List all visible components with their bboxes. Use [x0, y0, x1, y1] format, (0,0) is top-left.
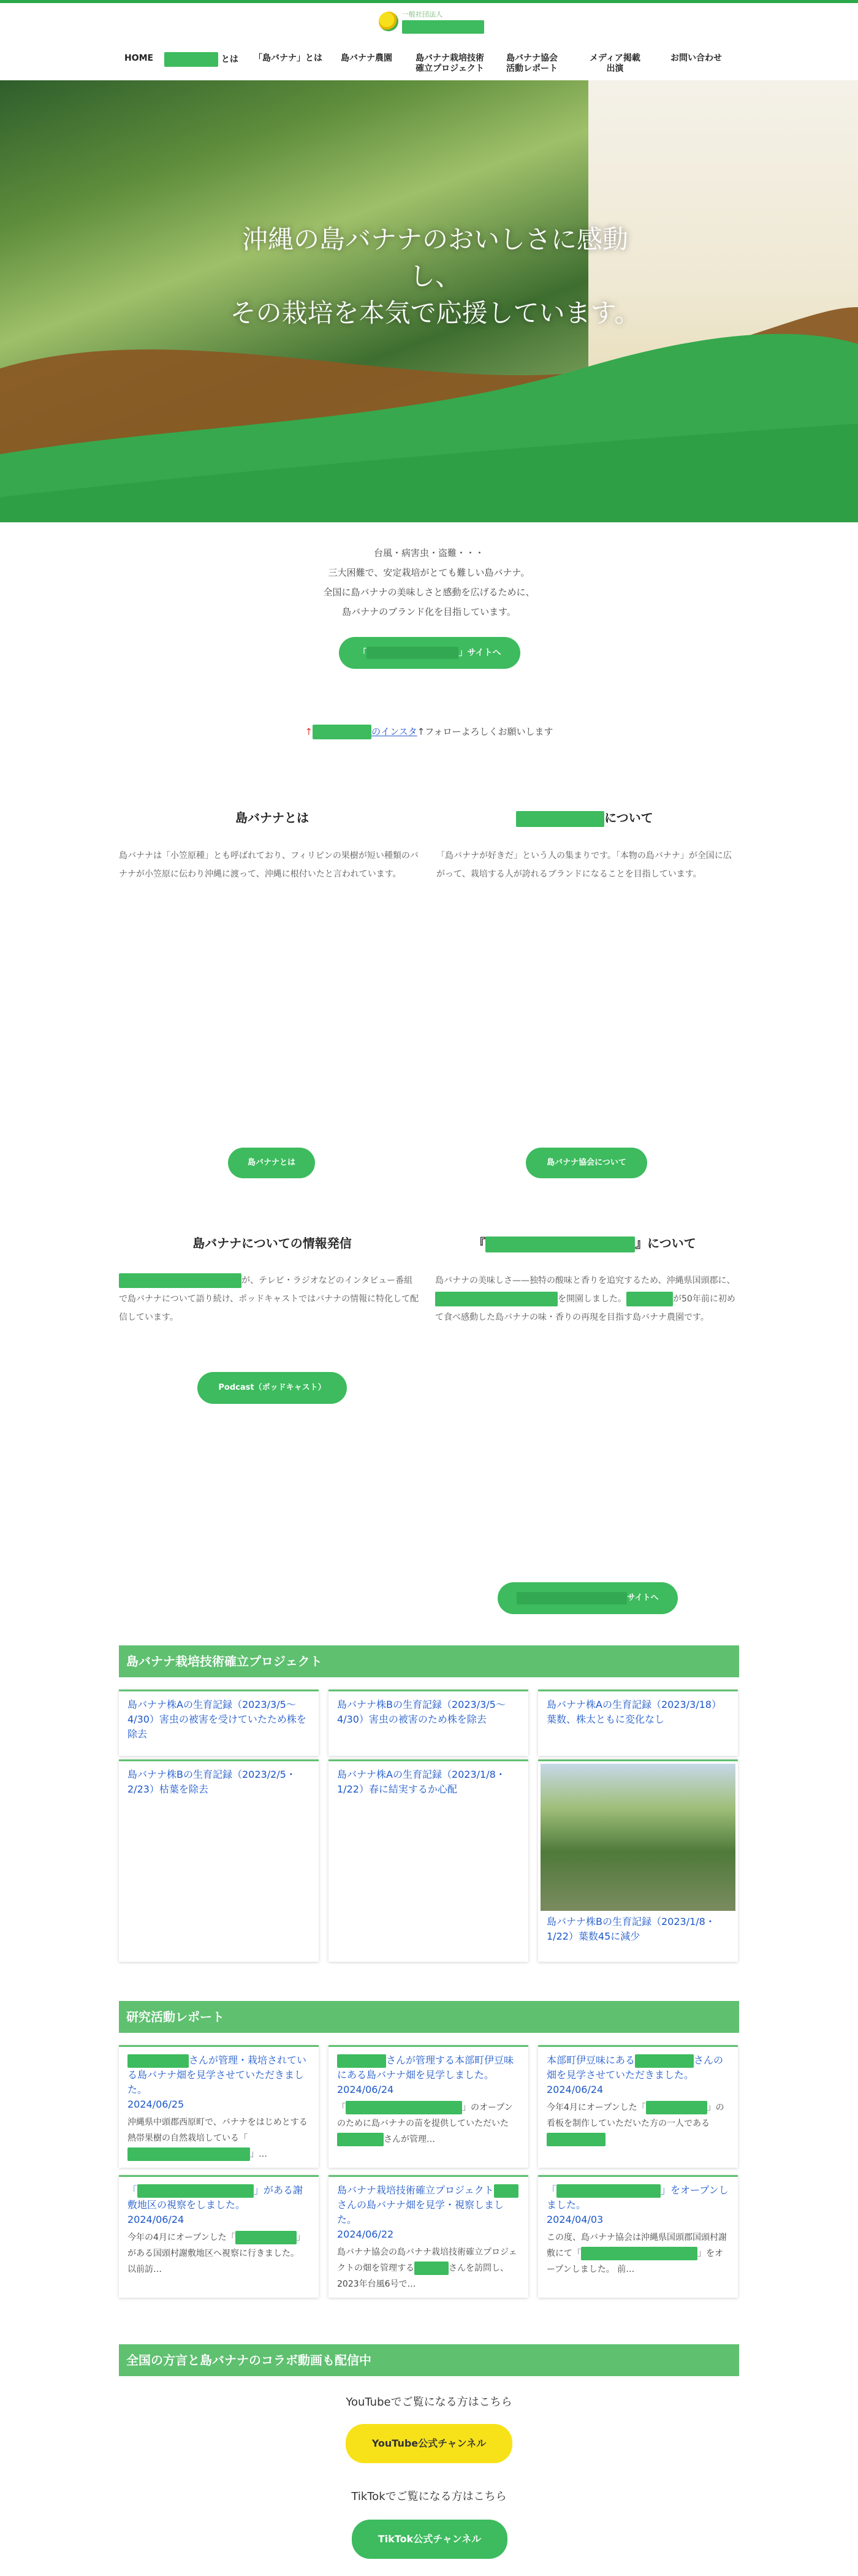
farm-name-redacted [137, 2184, 254, 2198]
nav-org-redacted [164, 52, 218, 67]
title-bracket-close: 』について [635, 1236, 696, 1251]
report-card-title[interactable] [337, 2183, 520, 2227]
farm-text-a: 島バナナの美味しさ——独特の酸味と香りを追究するため、沖縄県国頭郡に、 [435, 1276, 735, 1286]
farm-text [435, 1271, 739, 1327]
report-card[interactable] [328, 2045, 528, 2168]
project-card-title[interactable]: 島バナナ株Aの生育記録（2023/3/18）葉数、株太ともに変化なし [547, 1699, 721, 1725]
youtube-prompt: YouTubeでご覧になる方はこちら [346, 2396, 512, 2409]
title-bracket-open: 『 [473, 1236, 486, 1251]
report-title-text: さんが管理・栽培されている島バナナ畑を見学させていただきました。 [127, 2054, 307, 2095]
site-header [0, 3, 858, 82]
report-date: 2024/06/24 [337, 2084, 394, 2095]
report-card-title[interactable] [127, 2053, 310, 2097]
about-org-button[interactable]: 島バナナ協会について [526, 1148, 647, 1178]
farm-site-button[interactable] [498, 1582, 678, 1614]
insta-account-redacted [313, 725, 371, 739]
person-name-redacted [635, 2054, 694, 2068]
report-title-text: さんの畑を見学させていただきました。 [547, 2054, 724, 2081]
about-banana-button[interactable]: 島バナナとは [228, 1148, 315, 1178]
project-card-title[interactable]: 島バナナ株Bの生育記録（2023/1/8・1/22）葉数45に減少 [547, 1916, 715, 1942]
project-card[interactable] [119, 1759, 319, 1962]
project-section-heading: 島バナナ栽培技術確立プロジェクト [119, 1645, 739, 1677]
nav-about-org[interactable]: とは [164, 52, 238, 67]
site-logo[interactable] [379, 9, 484, 34]
report-title-text: 「 [127, 2184, 138, 2196]
report-title-text: 本部町伊豆味にある [547, 2054, 636, 2066]
nav-project[interactable]: 島バナナ栽培技術 確立プロジェクト [416, 53, 484, 74]
about-org-title-text: について [604, 810, 653, 825]
farm-site-button-label: サイトへ [627, 1593, 659, 1602]
nav-media[interactable]: メディア掲載 出演 [590, 53, 640, 74]
site-link-button[interactable] [339, 637, 520, 669]
report-card-title[interactable] [337, 2053, 520, 2083]
farm-name-redacted [646, 2101, 707, 2114]
intro-text [0, 543, 858, 622]
tiktok-channel-button[interactable]: TikTok公式チャンネル [352, 2520, 507, 2559]
site-name-redacted [366, 647, 458, 659]
project-card[interactable] [328, 1690, 528, 1756]
youtube-channel-button[interactable]: YouTube公式チャンネル [346, 2424, 512, 2463]
banana-logo-icon [379, 12, 398, 31]
farm-text-c: が50年前に初めて食べ感動した島バナナの味・香りの再現を目指す島バナナ農園です。 [435, 1294, 735, 1322]
report-card-title[interactable] [127, 2183, 310, 2212]
report-excerpt [547, 2100, 729, 2147]
project-card[interactable] [538, 1690, 738, 1756]
excerpt-text: この度、島バナナ協会は沖縄県国頭郡国頭村謝敷にて「 [547, 2233, 727, 2258]
excerpt-text: 今年4月にオープンした「 [547, 2103, 646, 2113]
farm-name-redacted [517, 1592, 627, 1604]
excerpt-text: 「 [337, 2103, 346, 2113]
excerpt-text: 」のオープンのために島バナナの苗を提供していただいた [337, 2103, 513, 2128]
person-name-redacted [337, 2133, 384, 2146]
project-card-title[interactable]: 島バナナ株Bの生育記録（2023/3/5〜4/30）害虫の被害のため株を除去 [337, 1699, 506, 1725]
nav-report[interactable]: 島バナナ協会 活動レポート [506, 53, 558, 74]
follow-text: ↑フォローよろしくお願いします [417, 726, 553, 737]
nav-contact[interactable]: お問い合わせ [670, 53, 722, 63]
hero-tagline [221, 221, 650, 332]
report-excerpt [337, 2244, 520, 2292]
project-card[interactable] [328, 1759, 528, 1962]
research-section-heading: 研究活動レポート [119, 2001, 739, 2033]
info-text-body: が、テレビ・ラジオなどのインタビュー番組で島バナナについて語り続け、ポッドキャストではバナナの情報に特化して配信しています。 [119, 1276, 419, 1322]
farm-name-redacted [435, 1292, 558, 1306]
nav-shima-banana[interactable]: 「島バナナ」とは [254, 53, 322, 63]
report-date: 2024/06/24 [127, 2214, 184, 2225]
report-date: 2024/04/03 [547, 2214, 604, 2225]
report-card[interactable] [119, 2045, 319, 2168]
excerpt-text: 沖縄県中頭郡西原町で、バナナをはじめとする熱帯果樹の自然栽培している「 [127, 2117, 308, 2143]
report-title-text: さんが管理する本部町伊豆味にある島バナナ畑を見学しました。 [337, 2054, 514, 2081]
farm-name-redacted [556, 2184, 661, 2198]
site-button-prefix: 「 [358, 648, 367, 658]
banana-plant-thumbnail[interactable] [541, 1764, 735, 1911]
farm-text-b: を開園しました。 [558, 1294, 626, 1304]
org-name-redacted [402, 20, 484, 34]
report-title-text: さんの島バナナ畑を見学・視察しました。 [337, 2199, 504, 2225]
report-excerpt [547, 2230, 729, 2277]
podcast-button[interactable]: Podcast（ポッドキャスト） [197, 1372, 347, 1404]
report-title-text: 」をオープンしました。 [547, 2184, 729, 2211]
collab-section-heading: 全国の方言と島バナナのコラボ動画も配信中 [119, 2344, 739, 2376]
person-name-redacted [127, 2054, 189, 2068]
nav-farm[interactable]: 島バナナ農園 [341, 53, 392, 63]
report-card-title[interactable] [547, 2183, 729, 2212]
info-title: 島バナナについての情報発信 [192, 1236, 352, 1251]
excerpt-text: さんが管理… [384, 2135, 435, 2144]
farm-name-redacted [235, 2231, 297, 2244]
farm-name-redacted [581, 2247, 697, 2260]
excerpt-text: 島バナナ協会の島バナナ栽培技術確立プロジェクトの畑を管理する [337, 2247, 517, 2273]
nav-home[interactable]: HOME [124, 53, 154, 63]
intro-line: 台風・病害虫・盗難・・・ [373, 547, 484, 558]
hero-banner [0, 80, 858, 522]
about-org-title [431, 808, 738, 827]
report-date: 2024/06/24 [547, 2084, 604, 2095]
about-org-text: 「島バナナが好きだ」という人の集まりです。「本物の島バナナ」が全国に広がって、栽培する人が誇れるブランドになることを目指しています。 [436, 851, 732, 879]
report-date: 2024/06/22 [337, 2228, 394, 2240]
person-name-redacted [626, 1292, 673, 1306]
org-prefix: 一般社団法人 [402, 10, 442, 18]
farm-about-title [431, 1233, 738, 1252]
instagram-follow [0, 725, 858, 739]
report-excerpt [127, 2114, 310, 2162]
report-card-title[interactable] [547, 2053, 729, 2083]
project-card[interactable] [119, 1690, 319, 1756]
project-card-title[interactable]: 島バナナ株Aの生育記録（2023/1/8・1/22）春に結実するか心配 [337, 1769, 506, 1795]
farm-name-redacted [346, 2101, 462, 2114]
intro-line: 島バナナのブランド化を目指しています。 [342, 606, 516, 617]
report-title-text: 「 [547, 2184, 557, 2196]
report-excerpt [127, 2230, 310, 2277]
report-date: 2024/06/25 [127, 2098, 184, 2110]
report-card[interactable] [119, 2175, 319, 2298]
report-card[interactable] [538, 2175, 738, 2298]
hero-line-1: 沖縄の島バナナのおいしさに感動し、 [241, 224, 628, 291]
project-card-title[interactable]: 島バナナ株Aの生育記録（2023/3/5〜4/30）害虫の被害を受けていたため株を除去 [127, 1699, 306, 1740]
person-name-redacted [414, 2262, 449, 2275]
report-card[interactable] [538, 2045, 738, 2168]
tiktok-prompt: TikTokでご覧になる方はこちら [351, 2490, 507, 2503]
instagram-link[interactable]: のインスタ [371, 726, 417, 737]
about-banana-text: 島バナナは「小笠原種」とも呼ばれており、フィリピンの果樹が短い種類のバナナが小笠原に伝わり沖縄に渡って、沖縄に根付いたと言われています。 [119, 851, 419, 879]
intro-line: 三大困難で、安定栽培がとても難しい島バナナ。 [328, 567, 530, 578]
excerpt-text: 」がある国頭村謝敷地区へ視察に行きました。 以前訪… [127, 2233, 305, 2274]
about-banana-title: 島バナナとは [235, 810, 309, 825]
person-name-redacted [547, 2133, 606, 2146]
report-title-text: 」がある謝敷地区の視察をしました。 [127, 2184, 303, 2211]
person-name-redacted [337, 2054, 386, 2068]
info-text [119, 1271, 419, 1327]
excerpt-text: 」をオープンしました。 前… [547, 2249, 723, 2274]
project-card-title[interactable]: 島バナナ株Bの生育記録（2023/2/5・2/23）枯葉を除去 [127, 1769, 296, 1795]
site-button-label: 」サイトへ [458, 648, 501, 658]
report-excerpt [337, 2100, 520, 2147]
report-card[interactable] [328, 2175, 528, 2298]
intro-line: 全国に島バナナの美味しさと感動を広げるために、 [323, 587, 535, 598]
farm-name-redacted [127, 2147, 250, 2161]
excerpt-text: 今年の4月にオープンした「 [127, 2233, 235, 2243]
org-name-redacted [516, 811, 604, 827]
project-card[interactable] [538, 1759, 738, 1962]
excerpt-text: さんを訪問し、2023年台風6号で… [337, 2263, 509, 2289]
excerpt-tail: 」… [250, 2149, 267, 2159]
report-title-text: 島バナナ栽培技術確立プロジェクト [337, 2184, 494, 2196]
excerpt-text: 」の看板を制作していただいた方の一人である [547, 2103, 724, 2128]
person-name-redacted [494, 2184, 518, 2198]
hero-line-2: その栽培を本気で応援しています。 [230, 298, 640, 328]
farm-name-redacted [485, 1237, 635, 1252]
person-name-redacted [119, 1273, 241, 1288]
arrow-up-icon: ↑ [305, 726, 313, 737]
